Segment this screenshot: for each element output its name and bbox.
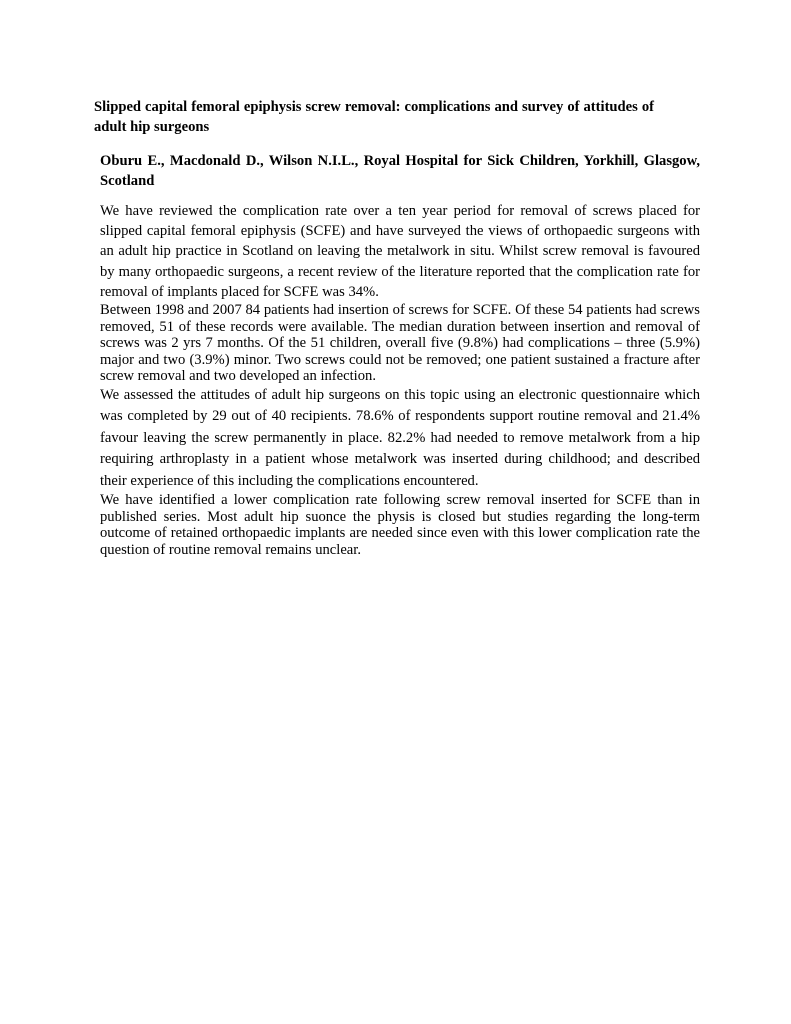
abstract-body — [100, 201, 700, 558]
author-affiliation: Oburu E., Macdonald D., Wilson N.I.L., Royal Hospital for Sick Children, Yorkhill, Glasgow, Scotland — [100, 153, 700, 189]
abstract-paragraph-survey: We assessed the attitudes of adult hip surgeons on this topic using an electronic questionnaire which was completed by 29 out of 40 recipients. 78.6% of respondents support routine removal and 21.4% favour leaving the screw permanently in place. 82.2% had needed to remove metalwork from a hip requiring arthroplasty in a patient whose metalwork was inserted during childhood; and described their experience of this including the complications encountered. — [100, 386, 700, 489]
abstract-paragraph-results: Between 1998 and 2007 84 patients had insertion of screws for SCFE. Of these 54 patients had screws removed, 51 of these records were available. The median duration between insertion and removal of screws was 2 yrs 7 months. Of the 51 children, overall five (9.8%) had complications – three (5.9%) major and two (3.9%) minor. Two screws could not be removed; one patient sustained a fracture after screw removal and two developed an infection. — [100, 302, 700, 385]
abstract-paragraph-conclusion: We have identified a lower complication rate following screw removal inserted for SCFE than in published series. Most adult hip suonce the physis is closed but studies regarding the long-term outcome of retained orthopaedic implants are needed since even with this lower complication rate the question of routine removal remains unclear. — [100, 492, 700, 558]
abstract-paragraph-intro: We have reviewed the complication rate over a ten year period for removal of screws placed for slipped capital femoral epiphysis (SCFE) and have surveyed the views of orthopaedic surgeons with an adult hip practice in Scotland on leaving the metalwork in situ. Whilst screw removal is favoured by many orthopaedic surgeons, a recent review of the literature reported that the complication rate for removal of implants placed for SCFE was 34%. — [100, 203, 700, 300]
paper-title: Slipped capital femoral epiphysis screw removal: complications and survey of attitudes of adult hip surgeons — [94, 99, 654, 135]
